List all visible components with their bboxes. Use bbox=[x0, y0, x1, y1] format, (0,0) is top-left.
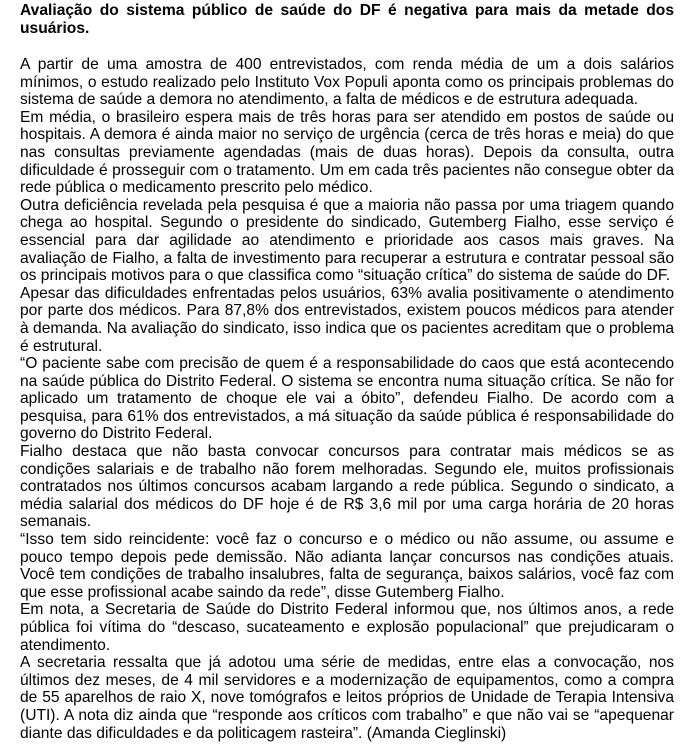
paragraph-5: “O paciente sabe com precisão de quem é a responsabilidade do caos que está acontecendo na saúde pública do Distrito Federal. O sistema se encontra numa situação crítica. Se não for aplicado um tratamento de choque ele vai a óbito”, defendeu Fialho. De acordo com a pesquisa, para 61% dos entrevistados, a má situação da saúde pública é responsabilidade do governo do Distrito Federal. bbox=[20, 355, 674, 443]
article-title: Avaliação do sistema público de saúde do DF é negativa para mais da metade dos usuários. bbox=[20, 2, 674, 37]
paragraph-3: Outra deficiência revelada pela pesquisa é que a maioria não passa por uma triagem quando chega ao hospital. Segundo o presidente do sindicado, Gutemberg Fialho, esse serviço é essencial para dar agilidade ao atendimento e prioridade aos casos mais graves. Na avaliação de Fialho, a falta de investimento para recuperar a estrutura e contratar pessoal são os principais motivos para o que classifica como “situação crítica” do sistema de saúde do DF. bbox=[20, 196, 674, 285]
paragraph-8: Em nota, a Secretaria de Saúde do Distrito Federal informou que, nos últimos anos, a rede pública foi vítima do “descaso, sucateamento e explosão populacional” que prejudicaram o atendimento. bbox=[20, 601, 674, 654]
blank-line bbox=[20, 38, 674, 56]
paragraph-2: Em média, o brasileiro espera mais de três horas para ser atendido em postos de saúde ou hospitais. A demora é ainda maior no serviço de urgência (cerca de três horas e meia) do que nas consultas previamente agendadas (mais de duas horas). Depois da consulta, outra dificuldade é prosseguir com o tratamento. Um em cada três pacientes não consegue obter da rede pública o medicamento prescrito pelo médico. bbox=[20, 108, 674, 197]
paragraph-6: Fialho destaca que não basta convocar concursos para contratar mais médicos se as condições salariais e de trabalho não forem melhoradas. Segundo ele, muitos profissionais contratados nos últimos concursos acabam largando a rede pública. Segundo o sindicato, a média salarial dos médicos do DF hoje é de R$ 3,6 mil por uma carga horária de 20 horas semanais. bbox=[20, 443, 674, 531]
paragraph-1: A partir de uma amostra de 400 entrevistados, com renda média de um a dois salários mínimos, o estudo realizado pelo Instituto Vox Populi aponta como os principais problemas do sistema de saúde a demora no atendimento, a falta de médicos e de estrutura adequada. bbox=[20, 56, 674, 109]
paragraph-9: A secretaria ressalta que já adotou uma série de medidas, entre elas a convocação, nos últimos dez meses, de 4 mil servidores e a modernização de equipamentos, como a compra de 55 aparelhos de raio X, nove tomógrafos e leitos próprios de Unidade de Terapia Intensiva (UTI). A nota diz ainda que “responde aos críticos com trabalho” e que não vai se “apequenar diante das dificuldades e da politicagem rasteira”. (Amanda Cieglinski) bbox=[20, 654, 674, 742]
paragraph-7: “Isso tem sido reincidente: você faz o concurso e o médico ou não assume, ou assume e pouco tempo depois pede demissão. Não adianta lançar concursos nas condições atuais. Você tem condições de trabalho insalubres, falta de segurança, baixos salários, você faz com que esse profissional acabe saindo da rede”, disse Gutemberg Fialho. bbox=[20, 531, 674, 601]
paragraph-4: Apesar das dificuldades enfrentadas pelos usuários, 63% avalia positivamente o atendimento por parte dos médicos. Para 87,8% dos entrevistados, existem poucos médicos para atender à demanda. Na avaliação do sindicato, isso indica que os pacientes acreditam que o problema é estrutural. bbox=[20, 284, 674, 355]
